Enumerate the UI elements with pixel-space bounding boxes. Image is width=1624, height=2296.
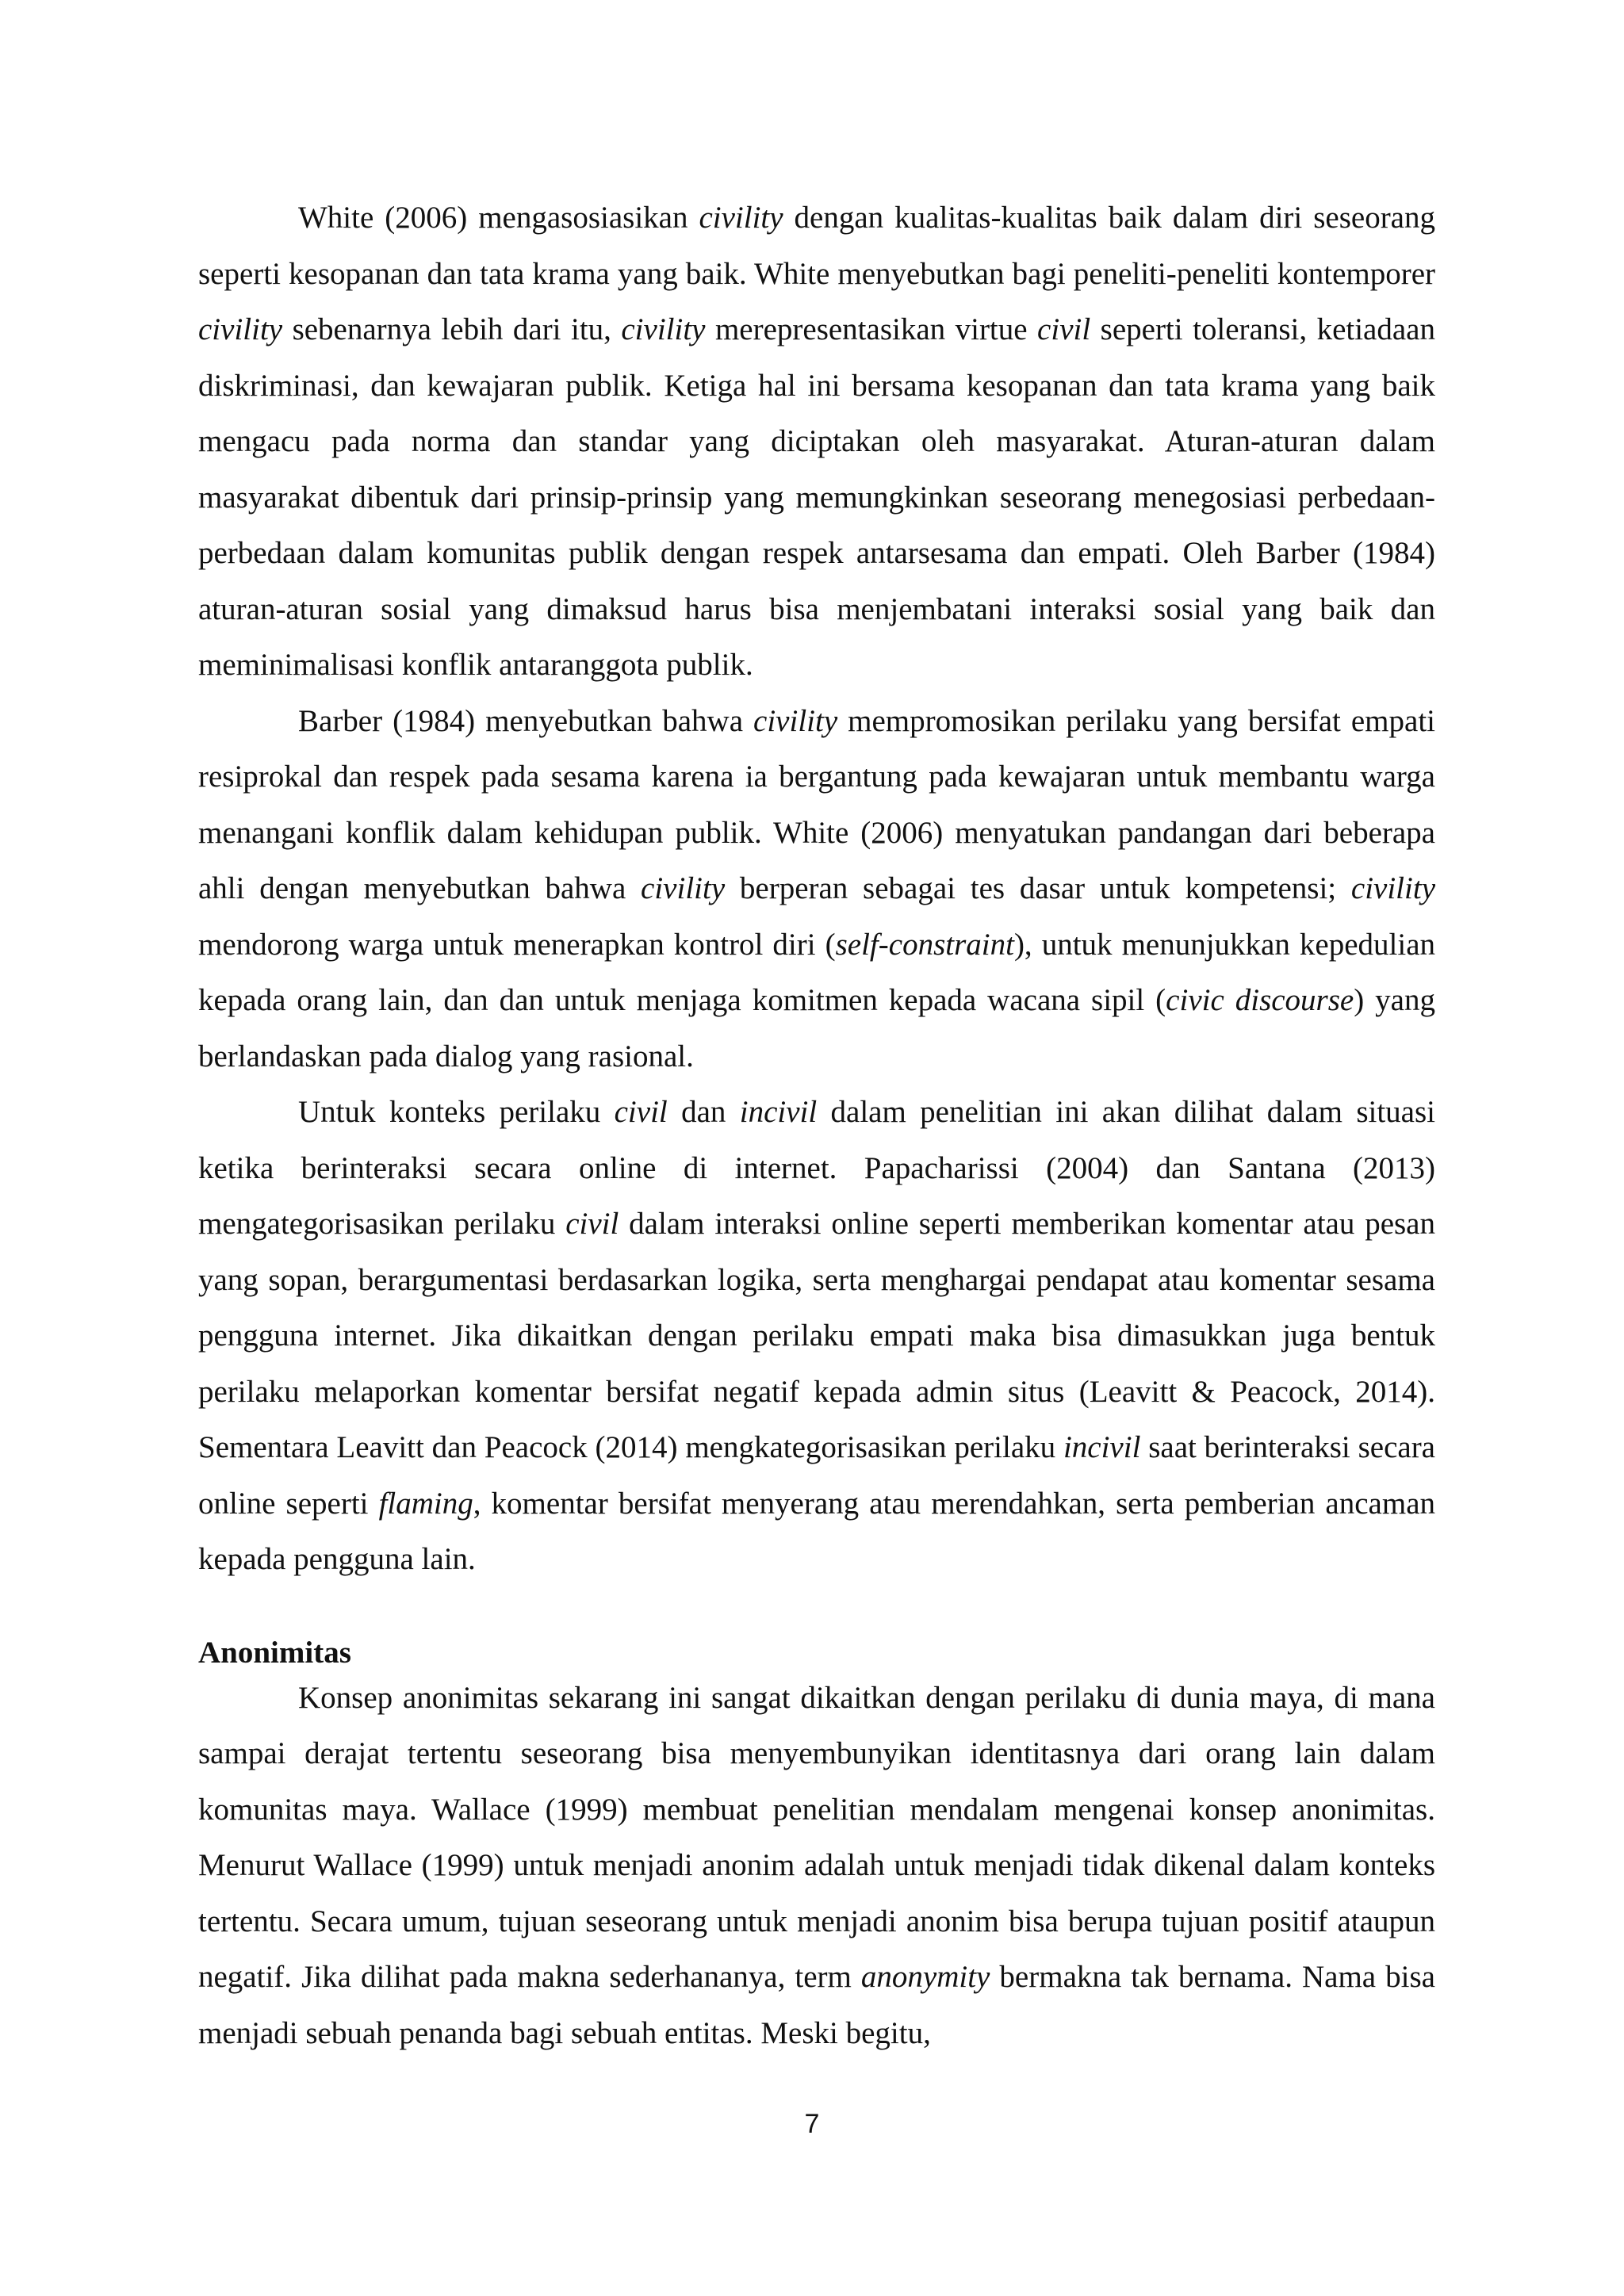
italic-term: civil bbox=[614, 1095, 668, 1129]
italic-term: civility bbox=[621, 312, 706, 346]
italic-term: incivil bbox=[739, 1095, 818, 1129]
paragraph: Konsep anonimitas sekarang ini sangat dikaitkan dengan perilaku di dunia maya, di mana sampai derajat tertentu seseorang bisa menyembunyikan identitasnya dari orang lain dalam komunitas maya. Wallace (1999) membuat penelitian mendalam mengenai konsep anonimitas. Menurut Wallace (1999) untuk menjadi anonim adalah untuk menjadi tidak dikenal dalam konteks tertentu. Secara umum, tujuan seseorang untuk menjadi anonim bisa berupa tujuan positif ataupun negatif. Jika dilihat pada makna sederhananya, term anonymity bermakna tak bernama. Nama bisa menjadi sebuah penanda bagi sebuah entitas. Meski begitu, bbox=[198, 1680, 1435, 2050]
italic-term: flaming bbox=[378, 1486, 473, 1521]
italic-term: civility bbox=[641, 871, 726, 905]
italic-term: civic discourse bbox=[1166, 983, 1354, 1017]
section-heading: Anonimitas bbox=[198, 1635, 351, 1670]
italic-term: civil bbox=[1037, 312, 1091, 346]
italic-term: civility bbox=[198, 312, 283, 346]
italic-term: civility bbox=[753, 703, 838, 738]
italic-term: anonymity bbox=[860, 1960, 990, 1994]
paragraph: White (2006) mengasosiasikan civility dengan kualitas-kualitas baik dalam diri seseorang seperti kesopanan dan tata krama yang baik. White menyebutkan bagi peneliti-peneliti kontemporer civility sebenarnya lebih dari itu, civility merepresentasikan virtue civil seperti toleransi, ketiadaan diskriminasi, dan kewajaran publik. Ketiga hal ini bersama kesopanan dan tata krama yang baik mengacu pada norma dan standar yang diciptakan oleh masyarakat. Aturan-aturan dalam masyarakat dibentuk dari prinsip-prinsip yang memungkinkan seseorang menegosiasi perbedaan-perbedaan dalam komunitas publik dengan respek antarsesama dan empati. Oleh Barber (1984) aturan-aturan sosial yang dimaksud harus bisa menjembatani interaksi sosial yang baik dan meminimalisasi konflik antaranggota publik. bbox=[198, 201, 1435, 682]
italic-term: civility bbox=[1350, 871, 1435, 905]
paragraph: Untuk konteks perilaku civil dan incivil dalam penelitian ini akan dilihat dalam situasi ketika berinteraksi secara online di internet. Papacharissi (2004) dan Santana (2013) mengategorisasikan perilaku civil dalam interaksi online seperti memberikan komentar atau pesan yang sopan, berargumentasi berdasarkan logika, serta menghargai pendapat atau komentar sesama pengguna internet. Jika dikaitkan dengan perilaku empati maka bisa dimasukkan juga bentuk perilaku melaporkan komentar bersifat negatif kepada admin situs (Leavitt & Peacock, 2014). Sementara Leavitt dan Peacock (2014) mengkategorisasikan perilaku incivil saat berinteraksi secara online seperti flaming, komentar bersifat menyerang atau merendahkan, serta pemberian ancaman kepada pengguna lain. bbox=[198, 1095, 1436, 1576]
italic-term: civility bbox=[699, 201, 783, 235]
italic-term: civil bbox=[565, 1207, 619, 1241]
page-number: 7 bbox=[804, 2109, 820, 2139]
italic-term: incivil bbox=[1063, 1430, 1141, 1464]
italic-term: self-constraint bbox=[835, 927, 1014, 962]
document-page bbox=[198, 190, 1435, 2061]
paragraph: Barber (1984) menyebutkan bahwa civility mempromosikan perilaku yang bersifat empati resiprokal dan respek pada sesama karena ia bergantung pada kewajaran untuk membantu warga menangani konflik dalam kehidupan publik. White (2006) menyatukan pandangan dari beberapa ahli dengan menyebutkan bahwa civility berperan sebagai tes dasar untuk kompetensi; civility mendorong warga untuk menerapkan kontrol diri (self-constraint), untuk menunjukkan kepedulian kepada orang lain, dan dan untuk menjaga komitmen kepada wacana sipil (civic discourse) yang berlandaskan pada dialog yang rasional. bbox=[198, 703, 1436, 1073]
